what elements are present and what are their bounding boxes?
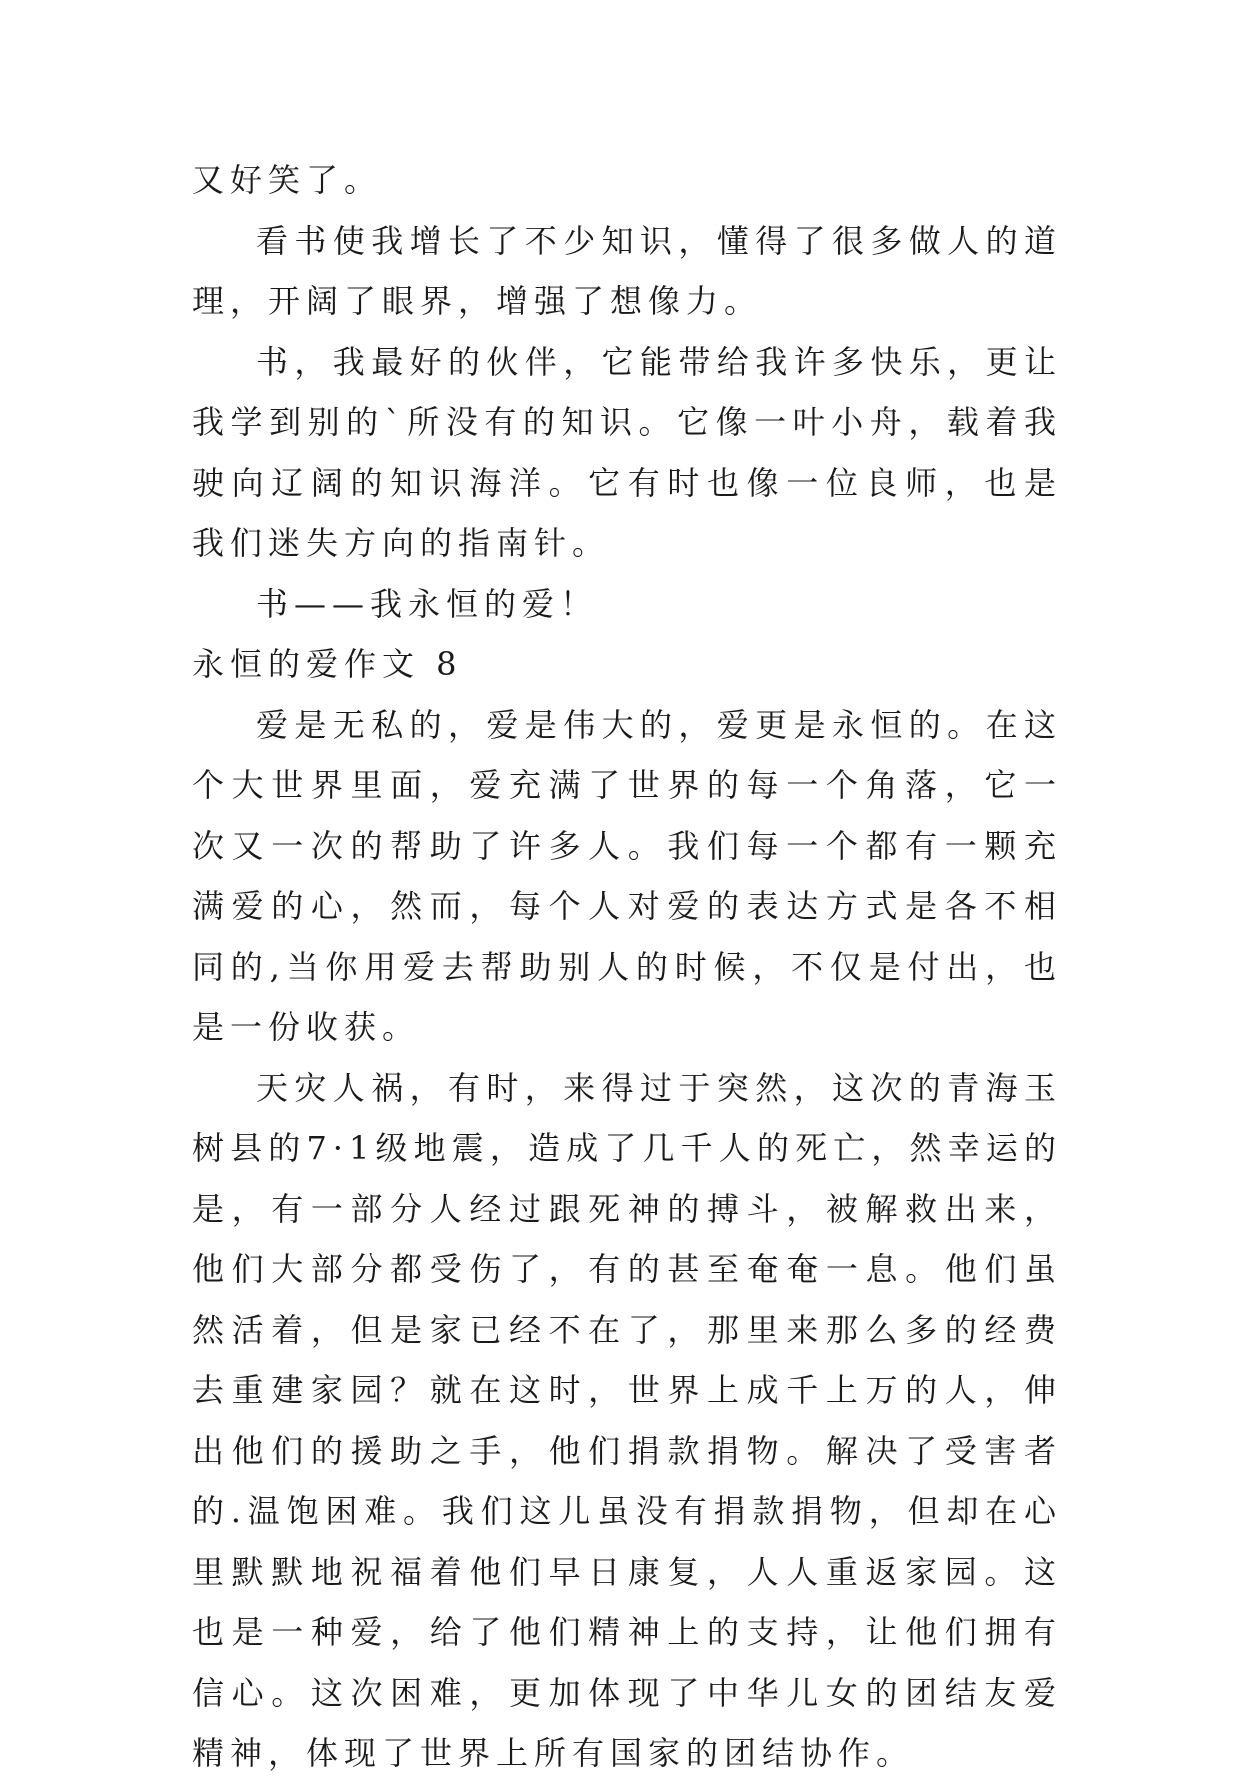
paragraph: 书，我最好的伙伴，它能带给我许多快乐，更让我学到别的`所没有的知识。它像一叶小舟，载着我驶向辽阔的知识海洋。它有时也像一位良师，也是我们迷失方向的指南针。 [192,342,1062,562]
paragraph: 书——我永恒的爱！ [256,584,599,623]
document-body [192,150,1062,1784]
paragraph: 又好笑了。 [192,161,383,199]
paragraph: 看书使我增长了不少知识，懂得了很多做人的道理，开阔了眼界，增强了想像力。 [192,221,1062,320]
paragraph: 爱是无私的，爱是伟大的，爱更是永恒的。在这个大世界里面，爱充满了世界的每一个角落，它一次又一次的帮助了许多人。我们每一个都有一颗充满爱的心，然而，每个人对爱的表达方式是各不相同的,当你用爱去帮助别人的时候，不仅是付出，也是一份收获。 [192,705,1062,1046]
paragraph: 天灾人祸，有时，来得过于突然，这次的青海玉树县的7·1级地震，造成了几千人的死亡，然幸运的是，有一部分人经过跟死神的搏斗，被解救出来，他们大部分都受伤了，有的甚至奄奄一息。他们虽然活着，但是家已经不在了，那里来那么多的经费去重建家园？就在这时，世界上成千上万的人，伸出他们的援助之手，他们捐款捐物。解决了受害者的.温饱困难。我们这儿虽没有捐款捐物，但却在心里默默地祝福着他们早日康复，人人重返家园。这也是一种爱，给了他们精神上的支持，让他们拥有信心。这次困难，更加体现了中华儿女的团结友爱精神，体现了世界上所有国家的团结协作。 [192,1068,1062,1772]
section-heading: 永恒的爱作文 8 [192,645,463,683]
